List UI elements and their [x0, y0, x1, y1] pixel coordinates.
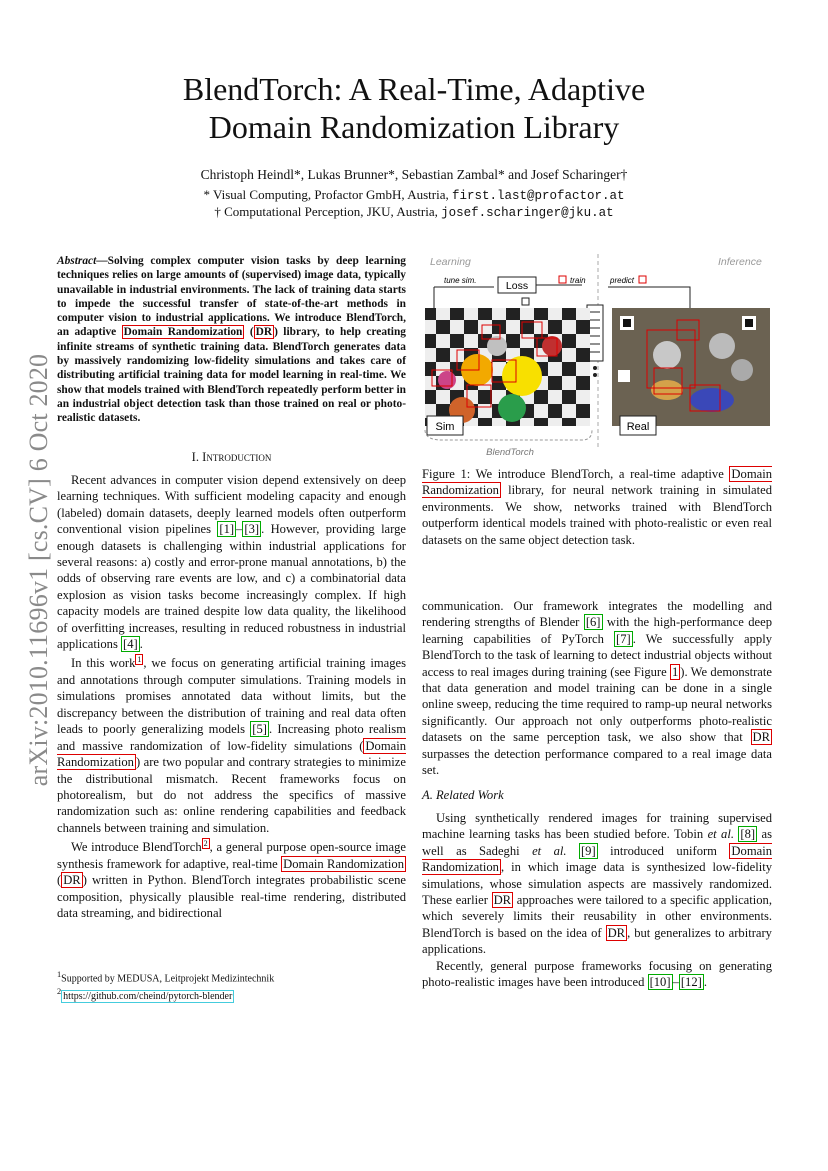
link-domain-randomization[interactable]: Domain Randomization [123, 326, 243, 339]
email-1: first.last@profactor.at [451, 189, 625, 203]
cite-10[interactable]: [10] [649, 974, 671, 989]
predict-arrow [608, 287, 690, 308]
cite-5[interactable]: [5] [252, 722, 267, 737]
cite-12[interactable]: [12] [680, 974, 702, 989]
link-domain-randomization[interactable]: Domain Randomization [422, 843, 772, 875]
affiliation-2: † Computational Perception, JKU, Austria, josef.scharinger@jku.at [214, 204, 614, 220]
train-icon [559, 276, 566, 283]
label-train: train [570, 276, 586, 285]
cite-9[interactable]: [9] [580, 843, 596, 858]
label-blendtorch: BlendTorch [486, 447, 534, 458]
link-domain-randomization[interactable]: Domain Randomization [283, 856, 404, 871]
email-2: josef.scharinger@jku.at [441, 206, 614, 220]
cite-1[interactable]: [1] [219, 522, 235, 537]
link-dr[interactable]: DR [752, 730, 770, 745]
figure-1 [422, 250, 772, 462]
subsection-related-work: A. Related Work [422, 788, 504, 803]
cite-3[interactable]: [3] [244, 522, 260, 537]
right-column-text: communication. Our framework integrates the modelling and rendering strengths of Blender [6] with the high-performance deep learning capabilities of PyTorch [7] . We successfully apply BlendTorch to the task of learning to detect industrial objects without access to real images during training (see Figure 1 ). We demonstrate that data generation and model training can be done in a single online sweep, reducing the time required to ramp-up neural networks significantly. Our approach not only outperforms photo-realistic datasets on the same perception task, we also show that DR surpasses the detection performance compared to a real image data set. A. Related Work Using synthetically rendered images for training supervised machine learning tasks has been studied before. Tobin et al. [8] as well as Sadeghi et al. [9] introduced uniform Domain Randomization , in which image data is synthesized low-fidelity simulations, whose simulation aspects are massively randomized. These earlier DR approaches were tailored to a specific application, which severely limits their reusability in other environments. BlendTorch is based on the idea of DR , but generalizes to arbitrary applications. Recently, general purpose frameworks focusing on generating photo-realistic images have been introduced [10] – [12] . [422, 599, 772, 989]
label-real: Real [626, 421, 650, 433]
link-dr[interactable]: DR [493, 892, 512, 907]
cite-6[interactable]: [6] [585, 615, 601, 630]
link-domain-randomization[interactable]: Domain Randomization [57, 738, 406, 770]
intro-text: Recent advances in computer vision depend extensively on deep learning techniques. With sufficient modeling capacity and enough (labeled) domain datasets, deeply learned models often outperform conventional vision pipelines [1] – [3] . However, providing large enough datasets is challenging within industrial applications for several reasons: a) costly and error-prone manual annotations, b) the odds of observing rare events are low, and c) a combinatorial data explosion as vision tasks become increasingly complex. If high capacity models are trained despite low data quality, the likelihood of overfitting increases, resulting in reduced robustness in industrial applications [4] . In this work $^1$ , we focus on generating artificial training images and annotations through computer simulations. Training models in simulations promises annotated data without limits, but the discrepancy between the distribution of training and real data often leads to poorly generalizing models [5] . Increasing photo realism and massive randomization of low-fidelity simulations ( Domain Randomization ) are two popular and contrary strategies to minimize the distributional mismatch. Recent frameworks focus on photorealism, but do not address the specifics of massive randomization such as: online rendering capabilities and feedback channels between training and simulation. We introduce BlendTorch $^2$ , a general purpose open-source image synthesis framework for adaptive, real-time Domain Randomization ( DR ) written in Python. BlendTorch integrates probabilistic scene composition, physically plausible real-time rendering, distributed data streaming, and bidirectional [57, 473, 407, 920]
link-dr[interactable]: DR [63, 873, 81, 888]
abstract: Abstract—Solving complex computer vision tasks by deep learning techniques relies on large amounts of (supervised) image data, typically unavailable in industrial environments. The lack of training data starts to impede the successful transfer of state-of-the-art methods in computer vision to industrial applications. We introduce BlendTorch, an adaptive Domain Randomization ( DR ) library, to help creating infinite streams of synthetic training data. BlendTorch generates data by massively randomizing low-fidelity simulations and takes care of distributing artificial training data for model learning in real-time. We show that models trained with BlendTorch repeatedly perform better in an industrial object detection task than those trained on real or photo-realistic datasets. [57, 255, 406, 425]
cite-4[interactable]: [4] [123, 637, 138, 652]
cite-8[interactable]: [8] [740, 827, 756, 842]
loss-icon [522, 298, 529, 305]
label-tune: tune sim. [444, 276, 477, 285]
cite-7[interactable]: [7] [616, 631, 631, 646]
link-domain-randomization[interactable]: Domain Randomization [422, 467, 772, 498]
figure-caption: Figure 1: We introduce BlendTorch, a real-time adaptive Domain Randomization library, for neural network training in simulated environments. We show, networks trained with BlendTorch outperform identical models trained with photo-realistic or even real datasets on the same object detection task. [422, 467, 772, 547]
label-sim: Sim [435, 421, 455, 433]
affiliation-1: * Visual Computing, Profactor GmbH, Austria, first.last@profactor.at [203, 187, 625, 203]
footnotes: $^1$Supported by MEDUSA, Leitprojekt Medizintechnik $^2$ https://github.com/cheind/pytorch-blender [57, 970, 275, 1002]
label-predict: predict [610, 276, 635, 285]
label-inference: Inference [718, 256, 762, 268]
predict-icon [639, 276, 646, 283]
link-dr[interactable]: DR [255, 326, 273, 339]
label-learning: Learning [430, 256, 471, 268]
footnote-ref-2[interactable]: 2 [203, 839, 208, 849]
section-heading-introduction: I. Introduction [191, 450, 272, 464]
arxiv-side-label: arXiv:2010.11696v1 [cs.CV] 6 Oct 2020 [24, 353, 53, 787]
footnote-ref-1[interactable]: 1 [137, 655, 142, 665]
link-dr[interactable]: DR [607, 925, 626, 940]
label-loss: Loss [505, 280, 529, 292]
link-figure-1[interactable]: 1 [671, 664, 679, 679]
author-list: Christoph Heindl*, Lukas Brunner*, Sebastian Zambal* and Josef Scharinger† [200, 167, 628, 182]
github-link[interactable]: https://github.com/cheind/pytorch-blender [63, 990, 233, 1002]
paper-title: BlendTorch: A Real-Time, Adaptive Domain Randomization Library [182, 71, 646, 145]
